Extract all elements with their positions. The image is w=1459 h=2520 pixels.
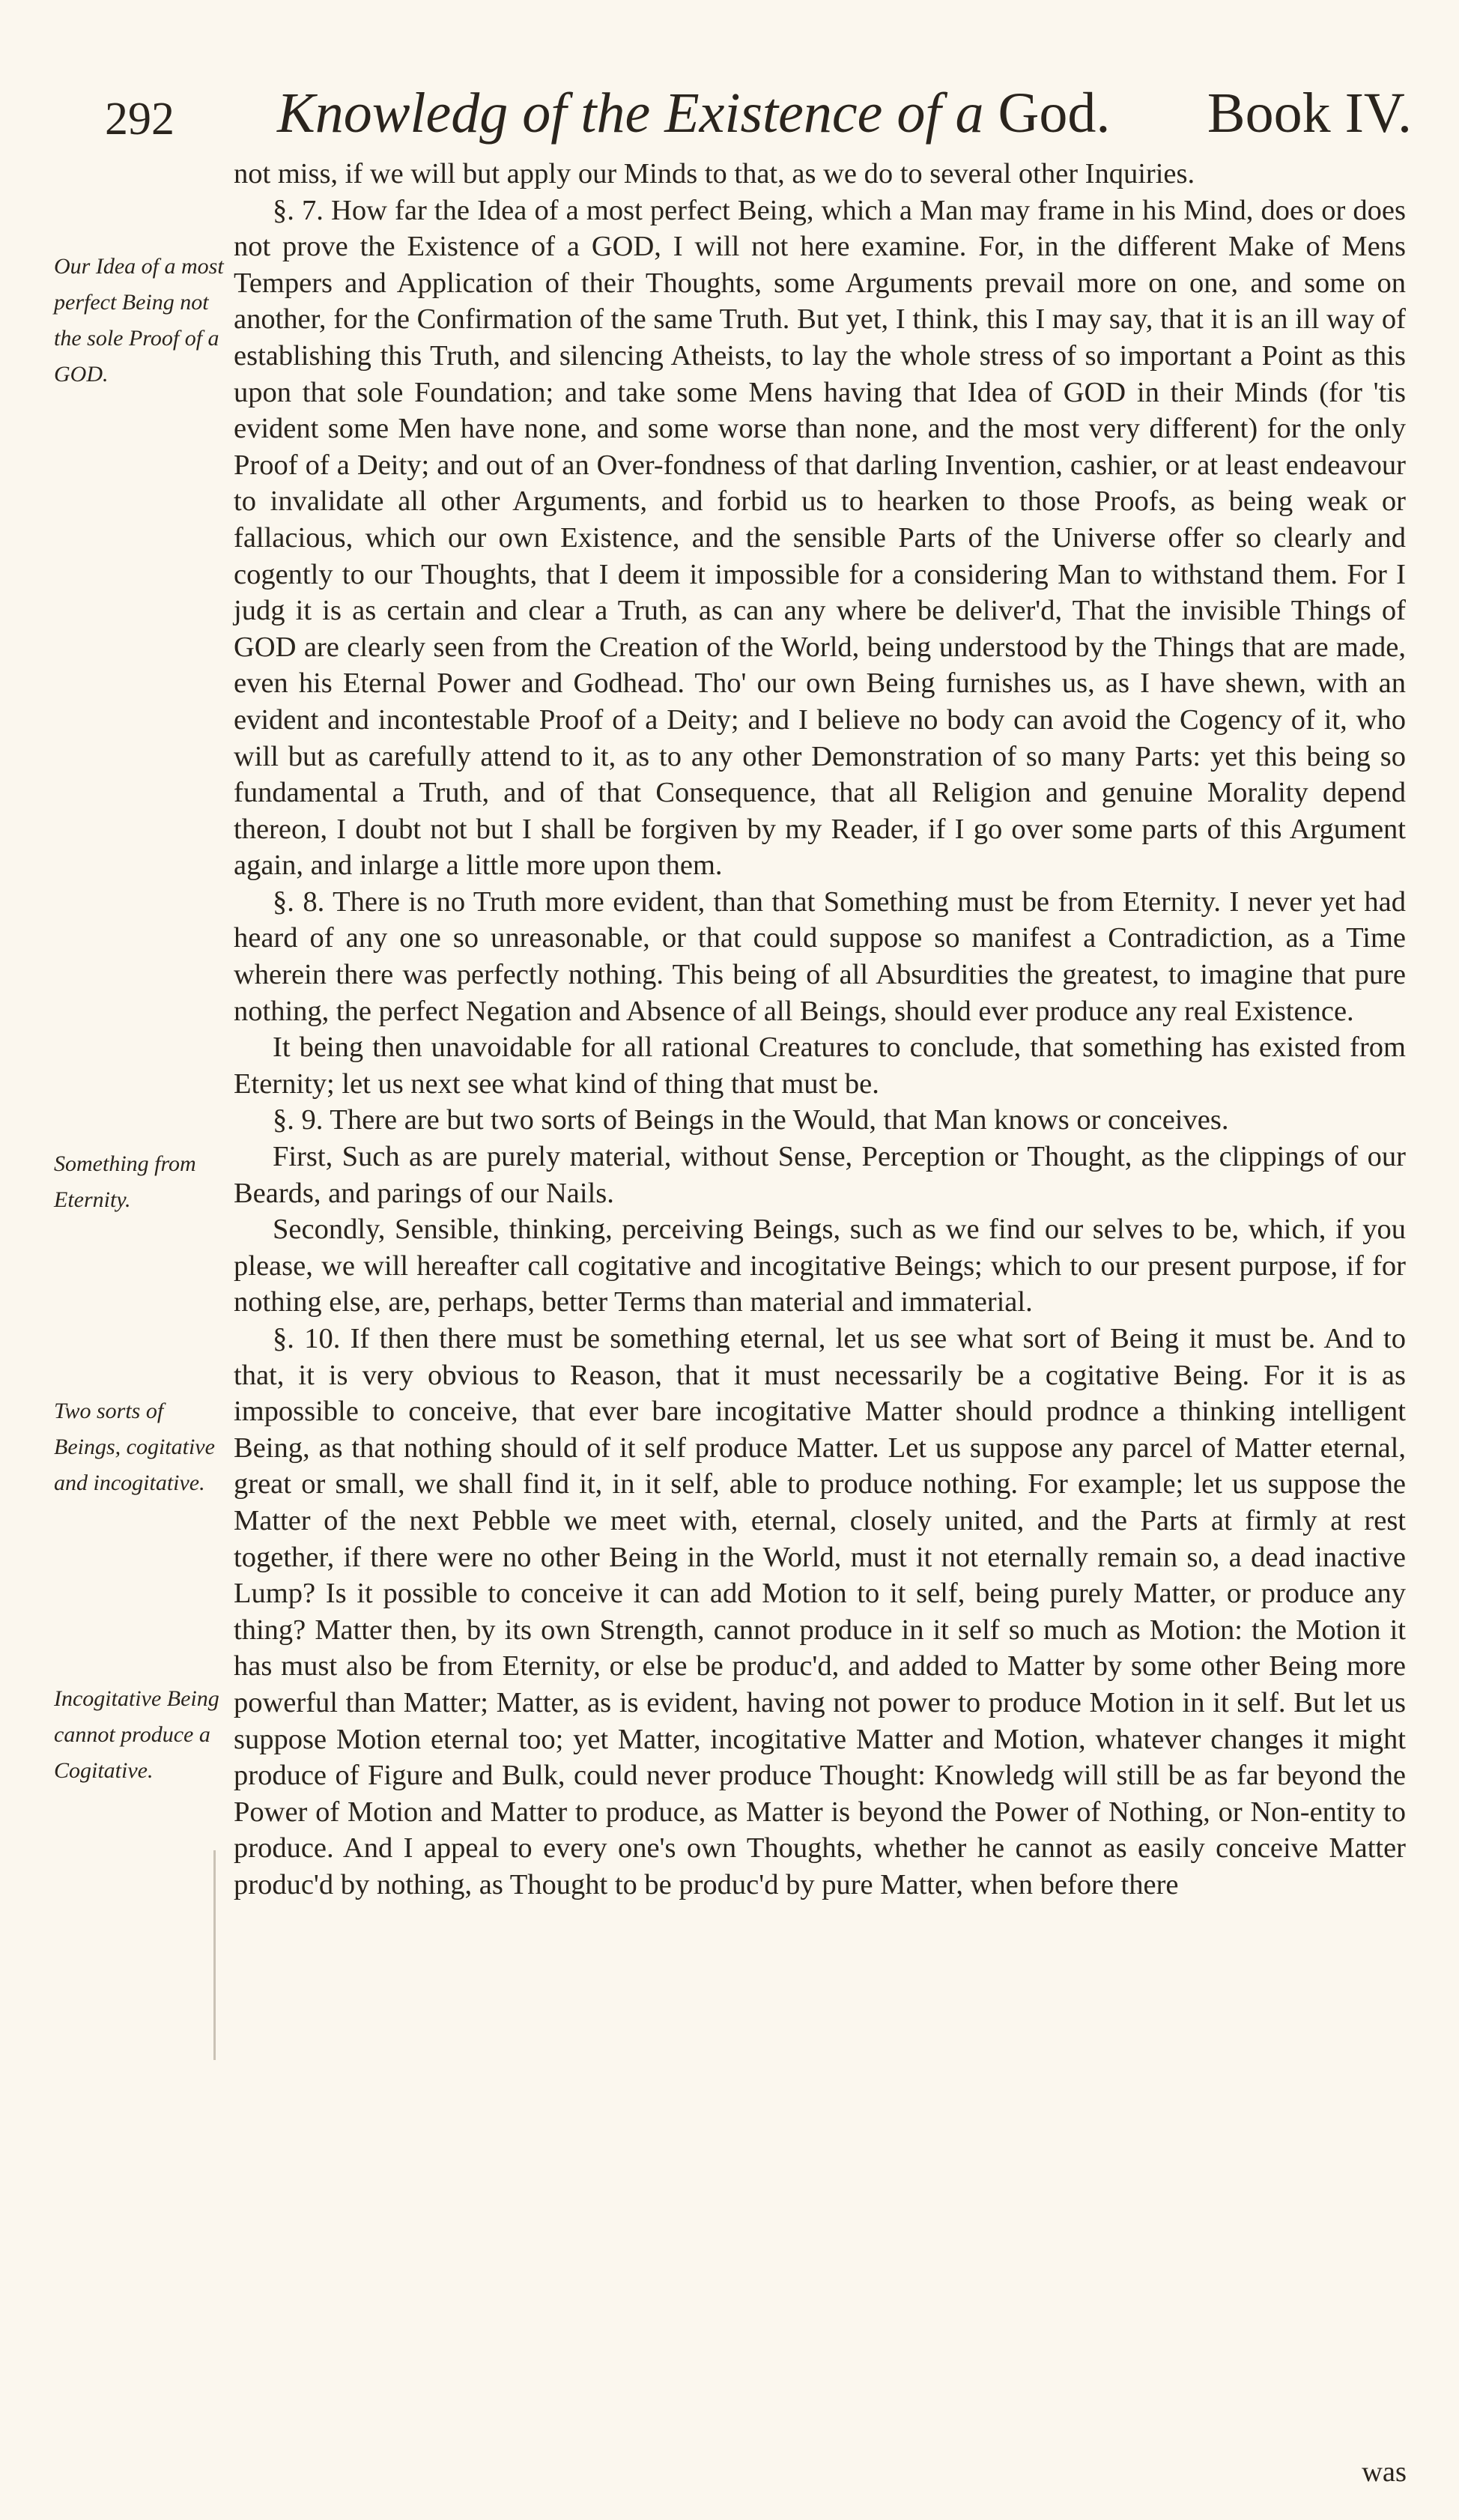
main-text bbox=[234, 156, 1406, 1903]
paragraph: not miss, if we will but apply our Minds to that, as we do to several other Inquiries. bbox=[234, 158, 1195, 190]
paragraph-section-7: §. 7. How far the Idea of a most perfect Being, which a Man may frame in his Mind, does or does not prove the Existence of a GOD, I will not here examine. For, in the different Make of Mens Tempers and Application of their Thoughts, some Arguments prevail more on one, and some on another, for the Confirmation of the same Truth. But yet, I think, this I may say, that it is an ill way of establishing this Truth, and silencing Atheists, to lay the whole stress of so important a Point as this upon that sole Foundation; and take some Mens having that Idea of GOD in their Minds (for 'tis evident some Men have none, and some worse than none, and the most very different) for the only Proof of a Deity; and out of an Over-fondness of that darling Invention, cashier, or at least endeavour to invalidate all other Arguments, and forbid us to hearken to those Proofs, as being weak or fallacious, which our own Existence, and the sensible Parts of the Universe offer so clearly and cogently to our Thoughts, that I deem it impossible for a considering Man to withstand them. For I judg it is as certain and clear a Truth, as can any where be deliver'd, That the invisible Things of GOD are clearly seen from the Creation of the World, being understood by the Things that are made, even his Eternal Power and Godhead. Tho' our own Being furnishes us, as I have shewn, with an evident and incontestable Proof of a Deity; and I believe no body can avoid the Cogency of it, who will but as carefully attend to it, as to any other Demonstration of so many Parts: yet this being so fundamental a Truth, and of that Consequence, that all Religion and genuine Morality depend thereon, I doubt not but I shall be forgiven by my Reader, if I go over some parts of this Argument again, and inlarge a little more upon them. bbox=[234, 194, 1406, 882]
margin-note-idea: Our Idea of a most perfect Being not the sole Proof of a GOD. bbox=[54, 254, 224, 387]
catchword: was bbox=[1362, 2456, 1407, 2488]
running-header bbox=[105, 72, 1412, 162]
running-title-god: God. bbox=[998, 82, 1111, 145]
running-title bbox=[277, 72, 1110, 154]
paragraph-first: First, Such as are purely material, without Sense, Perception or Thought, as the clippings of our Beards, and parings of our Nails. bbox=[234, 1141, 1406, 1209]
page-number: 292 bbox=[105, 94, 175, 145]
book-label: Book IV. bbox=[1207, 82, 1412, 145]
paragraph-section-9: §. 9. There are but two sorts of Beings in the Would, that Man knows or conceives. bbox=[273, 1104, 1229, 1136]
paragraph-section-10: §. 10. If then there must be something eternal, let us see what sort of Being it must be. And to that, it is very obvious to Reason, that it must necessarily be a cogitative Being. For it is as impossible to conceive, that ever bare incogitative Matter should prodnce a thinking intelligent Being, as that nothing should of it self produce Matter. Let us suppose any parcel of Matter eternal, great or small, we shall find it, in it self, able to produce nothing. For example; let us suppose the Matter of the next Pebble we meet with, eternal, closely united, and the Parts at firmly at rest together, if there were no other Being in the World, must it not eternally remain so, a dead inactive Lump? Is it possible to conceive it can add Motion to it self, being purely Matter, or produce any thing? Matter then, by its own Strength, cannot produce in it self so much as Motion: the Motion it has must also be from Eternity, or else be produc'd, and added to Matter by some other Being more powerful than Matter; Matter, as is evident, having not power to produce Motion in it self. But let us suppose Motion eternal too; yet Matter, incogitative Matter and Motion, whatever changes it might produce of Figure and Bulk, could never produce Thought: Knowledg will still be as far beyond the Power of Motion and Matter to produce, as Matter is beyond the Power of Nothing, or Non-entity to produce. And I appeal to every one's own Thoughts, whether he cannot as easily conceive Matter produc'd by nothing, as Thought to be produc'd by pure Matter, when before there bbox=[234, 1323, 1406, 1900]
margin-note-something: Something from Eternity. bbox=[54, 1151, 196, 1212]
margin-rule bbox=[213, 1850, 216, 2060]
paragraph: It being then unavoidable for all rational Creatures to conclude, that something has existed from Eternity; let us next see what kind of thing that must be. bbox=[234, 1032, 1406, 1100]
running-title-italic: Knowledg of the Existence of a bbox=[277, 82, 984, 145]
paragraph-secondly: Secondly, Sensible, thinking, perceiving Beings, such as we find our selves to be, which, if you please, we will hereafter call cogitative and incogitative Beings; which to our present purpose, if for nothing else, are, perhaps, better Terms than material and immaterial. bbox=[234, 1214, 1406, 1318]
margin-note-two-sorts: Two sorts of Beings, cogitative and incogitative. bbox=[54, 1399, 215, 1495]
margin-note-incogitative: Incogitative Being cannot produce a Cogitative. bbox=[54, 1686, 219, 1783]
paragraph-section-8: §. 8. There is no Truth more evident, than that Something must be from Eternity. I never yet had heard of any one so unreasonable, or that could suppose so manifest a Contradiction, as a Time wherein there was perfectly nothing. This being of all Absurdities the greatest, to imagine that pure nothing, the perfect Negation and Absence of all Beings, should ever produce any real Existence. bbox=[234, 885, 1406, 1027]
